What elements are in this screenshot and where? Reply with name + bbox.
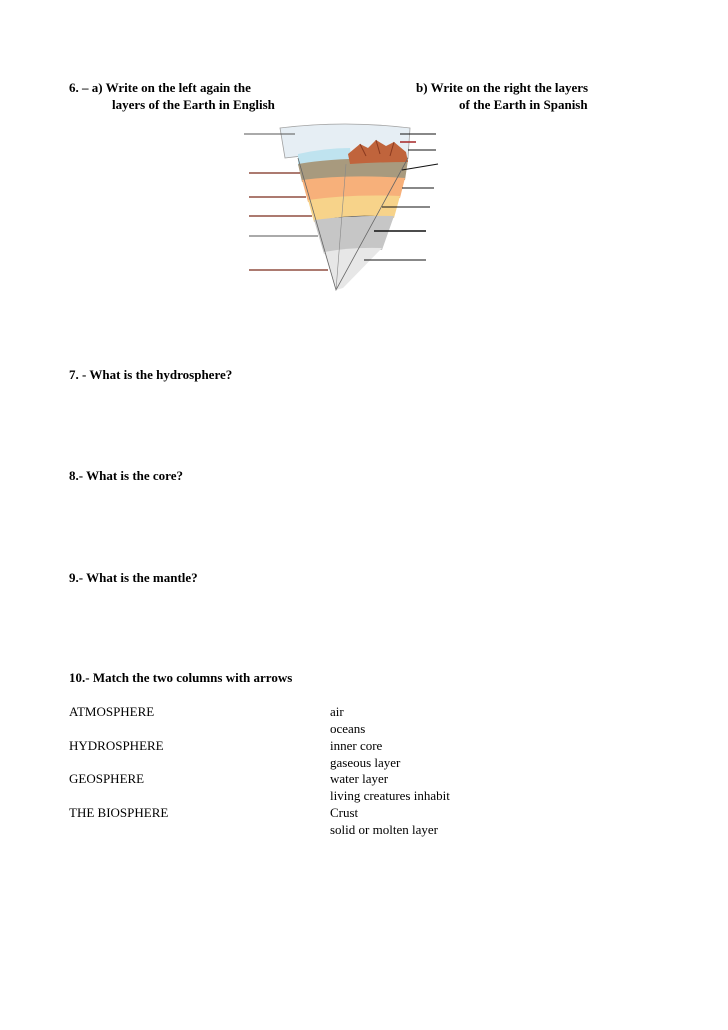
earth-layers-diagram bbox=[240, 118, 440, 293]
right-term-8: solid or molten layer bbox=[330, 822, 438, 837]
right-term-6: living creatures inhabit bbox=[330, 788, 450, 803]
q6-b-line1: b) Write on the right the layers bbox=[416, 80, 589, 95]
left-term-geosphere: GEOSPHERE bbox=[69, 771, 145, 786]
right-term-2: oceans bbox=[330, 721, 366, 736]
right-term-7: Crust bbox=[330, 805, 359, 820]
question-10-title: 10.- Match the two columns with arrows bbox=[69, 670, 293, 685]
right-term-4: gaseous layer bbox=[330, 755, 401, 770]
question-8: 8.- What is the core? bbox=[69, 468, 183, 483]
outer-core-layer bbox=[314, 216, 394, 254]
q6-a-line2: layers of the Earth in English bbox=[112, 97, 275, 112]
q6-a-line1: 6. – a) Write on the left again the bbox=[69, 80, 251, 95]
left-term-atmosphere: ATMOSPHERE bbox=[69, 704, 155, 719]
right-term-1: air bbox=[330, 704, 344, 719]
q6-b-line2: of the Earth in Spanish bbox=[459, 97, 588, 112]
left-term-hydrosphere: HYDROSPHERE bbox=[69, 738, 164, 753]
question-9: 9.- What is the mantle? bbox=[69, 570, 198, 585]
right-term-5: water layer bbox=[330, 771, 389, 786]
right-term-3: inner core bbox=[330, 738, 383, 753]
right-label-line-4 bbox=[402, 164, 438, 170]
left-term-biosphere: THE BIOSPHERE bbox=[69, 805, 169, 820]
question-7: 7. - What is the hydrosphere? bbox=[69, 367, 233, 382]
inner-core-layer bbox=[324, 248, 382, 290]
